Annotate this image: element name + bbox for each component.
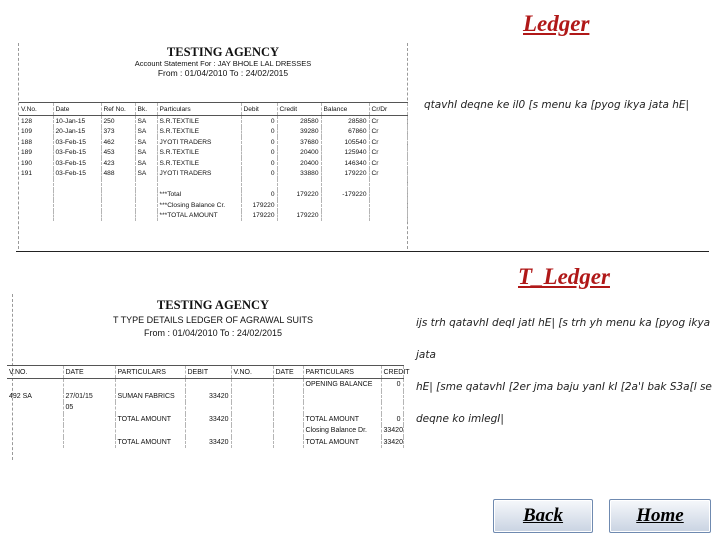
column-header: Date xyxy=(53,103,101,116)
table-cell: 105540 xyxy=(321,137,369,148)
table-cell: S.R.TEXTILE xyxy=(157,127,241,138)
table-cell xyxy=(7,379,63,391)
table-cell xyxy=(231,379,273,391)
table-cell: Cr xyxy=(369,158,407,169)
table-cell: Closing Balance Dr. xyxy=(303,425,381,437)
table-cell: 20400 xyxy=(277,148,321,159)
column-header: V.NO. xyxy=(7,366,63,379)
table-cell: ***Closing Balance Cr. xyxy=(157,200,241,211)
t-ledger-report-company: TESTING AGENCY xyxy=(156,298,270,312)
table-cell xyxy=(63,425,115,437)
table-cell: 0 xyxy=(241,127,277,138)
table-cell: 109 xyxy=(19,127,53,138)
table-cell: ***TOTAL AMOUNT xyxy=(157,211,241,222)
table-cell: S.R.TEXTILE xyxy=(157,148,241,159)
table-cell: SA xyxy=(135,127,157,138)
table-cell xyxy=(381,391,403,403)
table-cell: 146340 xyxy=(321,158,369,169)
ledger-report-sheet xyxy=(18,43,408,249)
table-cell: 33420 xyxy=(185,414,231,426)
table-row xyxy=(7,414,403,426)
table-cell: 33420 xyxy=(381,437,403,449)
back-button-label: Back xyxy=(522,505,564,526)
table-cell xyxy=(369,200,407,211)
home-button[interactable] xyxy=(609,499,711,533)
table-cell: SUMAN FABRICS xyxy=(115,391,185,403)
table-cell: 28580 xyxy=(277,116,321,127)
table-cell xyxy=(369,211,407,222)
table-cell: 33880 xyxy=(277,169,321,180)
table-cell xyxy=(185,425,231,437)
table-cell xyxy=(115,425,185,437)
table-cell: JYOTI TRADERS xyxy=(157,169,241,180)
column-header: DEBIT xyxy=(185,366,231,379)
table-cell: TOTAL AMOUNT xyxy=(303,437,381,449)
table-row xyxy=(7,391,403,403)
table-cell: JYOTI TRADERS xyxy=(157,137,241,148)
table-cell xyxy=(273,425,303,437)
table-cell xyxy=(231,437,273,449)
t-ledger-table xyxy=(7,365,410,448)
table-cell xyxy=(369,190,407,201)
summary-row xyxy=(19,211,407,222)
table-cell: Cr xyxy=(369,116,407,127)
column-header: Balance xyxy=(321,103,369,116)
table-cell: 373 xyxy=(101,127,135,138)
t-ledger-title: T_Ledger xyxy=(518,264,610,289)
ledger-report-subtitle: Account Statement For : JAY BHOLE LAL DRESSES xyxy=(134,59,312,68)
table-cell: 179220 xyxy=(241,200,277,211)
table-cell xyxy=(277,200,321,211)
t-ledger-description-line: hE| [sme qatavhI [2er jma baju yanI kI [2a'I bak S3a[l se xyxy=(416,381,712,393)
table-cell: 250 xyxy=(101,116,135,127)
table-cell xyxy=(303,391,381,403)
t-ledger-description-line: ijs trh qatavhI deqI jatI hE| [s trh yh menu ka [pyog ikya jata xyxy=(416,317,711,361)
table-cell: 0 xyxy=(381,414,403,426)
table-cell: 128 xyxy=(19,116,53,127)
t-ledger-report-period: From : 01/04/2010 To : 24/02/2015 xyxy=(144,328,282,338)
table-cell: 28580 xyxy=(321,116,369,127)
table-cell: SA xyxy=(135,116,157,127)
table-cell xyxy=(7,402,63,414)
column-header: V.NO. xyxy=(231,366,273,379)
table-cell: 20400 xyxy=(277,158,321,169)
column-header: CREDIT xyxy=(381,366,403,379)
table-row xyxy=(19,148,407,159)
table-cell: 0 xyxy=(241,137,277,148)
table-cell: TOTAL AMOUNT xyxy=(303,414,381,426)
ledger-report-period: From : 01/04/2010 To : 24/02/2015 xyxy=(157,68,289,78)
table-cell xyxy=(273,437,303,449)
table-spacer-row xyxy=(19,179,407,190)
table-cell xyxy=(63,379,115,391)
table-cell: 492 SA xyxy=(7,391,63,403)
table-cell: 423 xyxy=(101,158,135,169)
table-cell: SA xyxy=(135,137,157,148)
table-cell: 189 xyxy=(19,148,53,159)
table-cell: 20-Jan-15 xyxy=(53,127,101,138)
table-cell xyxy=(63,414,115,426)
table-cell xyxy=(303,402,381,414)
table-cell: 0 xyxy=(381,379,403,391)
table-cell xyxy=(7,414,63,426)
table-header-row xyxy=(19,103,407,116)
table-cell: S.R.TEXTILE xyxy=(157,158,241,169)
table-cell: 179220 xyxy=(277,211,321,222)
t-ledger-report-subtitle: T TYPE DETAILS LEDGER OF AGRAWAL SUITS xyxy=(112,315,314,325)
table-cell xyxy=(321,211,369,222)
table-cell: -179220 xyxy=(321,190,369,201)
table-cell xyxy=(273,414,303,426)
column-header: Particulars xyxy=(157,103,241,116)
table-cell: 0 xyxy=(241,169,277,180)
table-cell: 0 xyxy=(241,116,277,127)
table-cell: OPENING BALANCE xyxy=(303,379,381,391)
table-cell: SA xyxy=(135,158,157,169)
t-ledger-report-sheet xyxy=(9,294,410,460)
table-cell xyxy=(273,379,303,391)
column-header: Bk. xyxy=(135,103,157,116)
table-cell: 179220 xyxy=(241,211,277,222)
column-header: Credit xyxy=(277,103,321,116)
table-cell xyxy=(231,391,273,403)
table-row xyxy=(19,158,407,169)
table-cell xyxy=(7,437,63,449)
table-row xyxy=(7,379,403,391)
column-header: PARTICULARS xyxy=(115,366,185,379)
table-cell: 33420 xyxy=(185,437,231,449)
table-cell: 179220 xyxy=(321,169,369,180)
table-cell: 67860 xyxy=(321,127,369,138)
ledger-title: Ledger xyxy=(523,11,590,36)
table-cell: ***Total xyxy=(157,190,241,201)
table-cell: 39280 xyxy=(277,127,321,138)
ledger-table xyxy=(19,102,408,221)
table-cell xyxy=(321,200,369,211)
table-cell: Cr xyxy=(369,169,407,180)
table-cell: S.R.TEXTILE xyxy=(157,116,241,127)
table-cell: 191 xyxy=(19,169,53,180)
table-cell xyxy=(231,414,273,426)
table-cell: 33420 xyxy=(185,391,231,403)
table-row xyxy=(19,116,407,127)
table-cell: 03-Feb-15 xyxy=(53,148,101,159)
column-header: Ref No. xyxy=(101,103,135,116)
table-cell: Cr xyxy=(369,137,407,148)
table-cell xyxy=(185,402,231,414)
table-cell xyxy=(7,425,63,437)
t-ledger-description xyxy=(416,307,714,435)
table-cell: TOTAL AMOUNT xyxy=(115,414,185,426)
table-row xyxy=(7,402,403,414)
table-cell: TOTAL AMOUNT xyxy=(115,437,185,449)
ledger-report-company: TESTING AGENCY xyxy=(166,45,280,59)
column-header: Cr/Dr xyxy=(369,103,407,116)
table-cell: 0 xyxy=(241,158,277,169)
table-cell: SA xyxy=(135,169,157,180)
summary-row xyxy=(19,190,407,201)
table-cell: 33420 xyxy=(381,425,403,437)
table-cell: 27/01/15 xyxy=(63,391,115,403)
table-cell xyxy=(273,391,303,403)
section-divider xyxy=(16,251,709,252)
table-cell: 03-Feb-15 xyxy=(53,137,101,148)
table-cell: 453 xyxy=(101,148,135,159)
column-header: Debit xyxy=(241,103,277,116)
table-header-row xyxy=(7,366,403,379)
table-row xyxy=(7,425,403,437)
table-cell: 125940 xyxy=(321,148,369,159)
table-cell: Cr xyxy=(369,148,407,159)
table-cell: 179220 xyxy=(277,190,321,201)
column-header: DATE xyxy=(63,366,115,379)
table-cell: 488 xyxy=(101,169,135,180)
table-cell: 188 xyxy=(19,137,53,148)
table-cell xyxy=(381,402,403,414)
table-row xyxy=(7,437,403,449)
table-cell: 462 xyxy=(101,137,135,148)
table-cell: Cr xyxy=(369,127,407,138)
table-row xyxy=(19,169,407,180)
table-row xyxy=(19,137,407,148)
table-cell xyxy=(115,379,185,391)
back-button[interactable] xyxy=(493,499,593,533)
column-header: DATE xyxy=(273,366,303,379)
table-cell: 37680 xyxy=(277,137,321,148)
table-cell xyxy=(115,402,185,414)
home-button-label: Home xyxy=(636,505,684,526)
table-cell: SA xyxy=(135,148,157,159)
table-cell xyxy=(273,402,303,414)
column-header: V.No. xyxy=(19,103,53,116)
table-cell: 10-Jan-15 xyxy=(53,116,101,127)
table-cell: 0 xyxy=(241,148,277,159)
table-cell xyxy=(185,379,231,391)
summary-row xyxy=(19,200,407,211)
table-cell xyxy=(231,425,273,437)
table-cell: 03-Feb-15 xyxy=(53,158,101,169)
table-cell: 0 xyxy=(241,190,277,201)
table-cell: 05 xyxy=(63,402,115,414)
table-row xyxy=(19,127,407,138)
table-cell: 03-Feb-15 xyxy=(53,169,101,180)
column-header: PARTICULARS xyxy=(303,366,381,379)
table-cell xyxy=(63,437,115,449)
table-cell: 190 xyxy=(19,158,53,169)
ledger-description: qtavhI deqne ke il0 [s menu ka [pyog ikya jata hE| xyxy=(424,99,690,111)
table-cell xyxy=(231,402,273,414)
t-ledger-description-line: deqne ko imlegI| xyxy=(416,413,504,425)
